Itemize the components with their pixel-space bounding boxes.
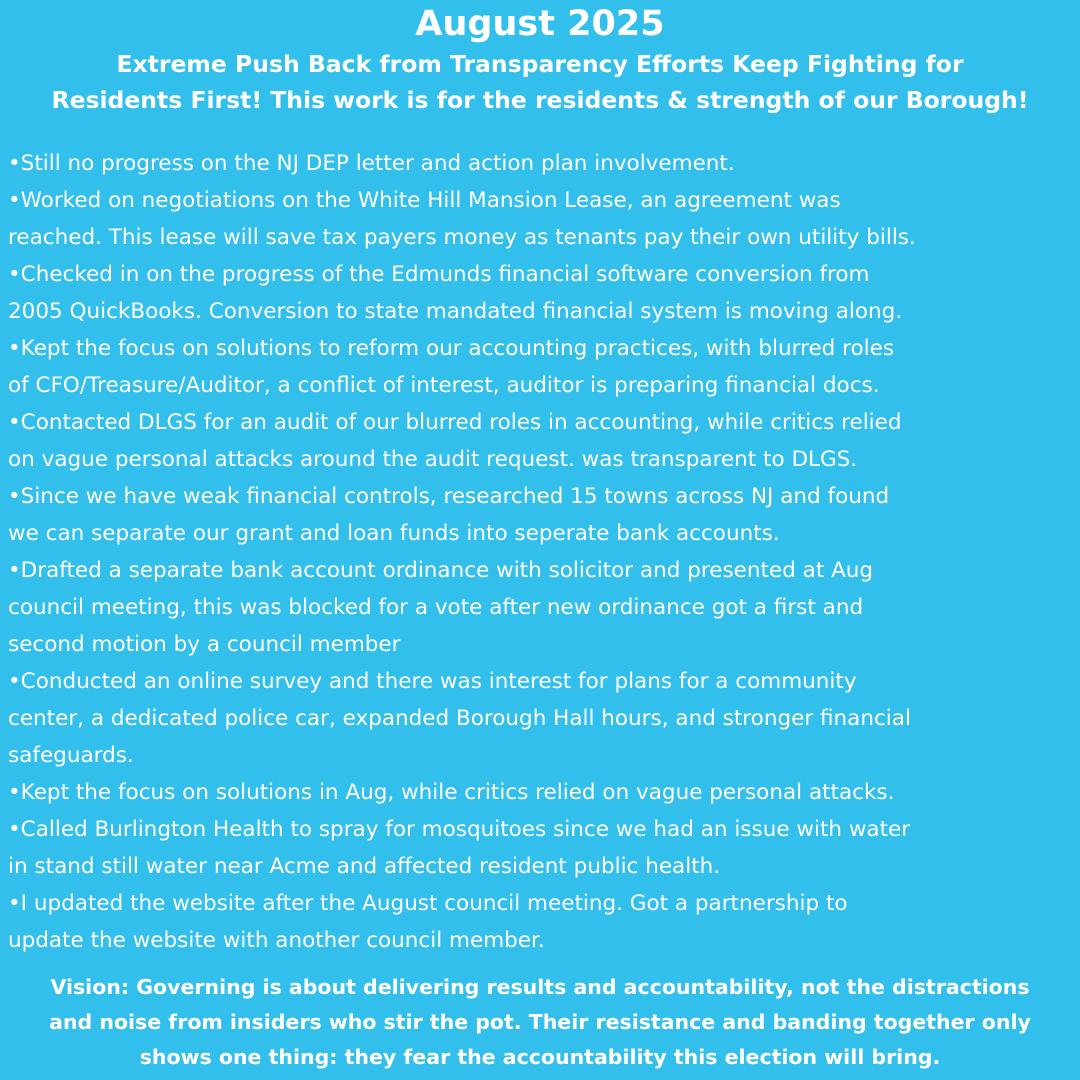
update-line: update the website with another council member. [8, 928, 545, 953]
update-item-website-update [8, 885, 1076, 959]
update-line: •Checked in on the progress of the Edmunds financial software conversion from [8, 262, 870, 287]
update-line: •Conducted an online survey and there was interest for plans for a community [8, 669, 857, 694]
update-line: •Still no progress on the NJ DEP letter and action plan involvement. [8, 151, 735, 176]
update-line: 2005 QuickBooks. Conversion to state mandated financial system is moving along. [8, 299, 903, 324]
update-item-online-survey [8, 663, 1076, 774]
update-line: center, a dedicated police car, expanded Borough Hall hours, and stronger financial [8, 706, 911, 731]
update-line: •Kept the focus on solutions in Aug, while critics relied on vague personal attacks. [8, 780, 895, 805]
subtitle-line-2: Residents First! This work is for the residents & strength of our Borough! [51, 86, 1029, 114]
update-item-white-hill-lease [8, 182, 1076, 256]
update-line: •I updated the website after the August council meeting. Got a partnership to [8, 891, 848, 916]
update-item-bank-research [8, 478, 1076, 552]
update-line: •Worked on negotiations on the White Hill Mansion Lease, an agreement was [8, 188, 841, 213]
update-line: on vague personal attacks around the audit request. was transparent to DLGS. [8, 447, 858, 472]
update-item-edmunds-software [8, 256, 1076, 330]
vision-statement [0, 970, 1080, 1075]
update-line: council meeting, this was blocked for a vote after new ordinance got a first and [8, 595, 864, 620]
update-list [8, 145, 1076, 959]
update-line: reached. This lease will save tax payers money as tenants pay their own utility bills. [8, 225, 916, 250]
update-line: •Drafted a separate bank account ordinance with solicitor and presented at Aug [8, 558, 874, 583]
update-item-nj-dep [8, 145, 1076, 182]
update-line: of CFO/Treasure/Auditor, a conflict of interest, auditor is preparing financial docs. [8, 373, 880, 398]
update-line: •Kept the focus on solutions to reform our accounting practices, with blurred roles [8, 336, 895, 361]
page-title: August 2025 [415, 4, 665, 44]
update-line: second motion by a council member [8, 632, 401, 657]
update-line: •Called Burlington Health to spray for mosquitoes since we had an issue with water [8, 817, 911, 842]
update-line: in stand still water near Acme and affected resident public health. [8, 854, 721, 879]
update-line: safeguards. [8, 743, 134, 768]
update-item-mosquito-spray [8, 811, 1076, 885]
update-line: •Contacted DLGS for an audit of our blurred roles in accounting, while critics relied [8, 410, 902, 435]
update-line: •Since we have weak financial controls, researched 15 towns across NJ and found [8, 484, 890, 509]
vision-line-2: and noise from insiders who stir the pot. Their resistance and banding together only [49, 1010, 1031, 1034]
vision-line-3: shows one thing: they fear the accountability this election will bring. [139, 1045, 941, 1069]
vision-line-1: Vision: Governing is about delivering results and accountability, not the distractions [50, 975, 1030, 999]
subtitle-line-1: Extreme Push Back from Transparency Efforts Keep Fighting for [116, 50, 964, 78]
page-subtitle [0, 46, 1080, 118]
update-item-dlgs-audit [8, 404, 1076, 478]
update-item-bank-ordinance [8, 552, 1076, 663]
update-item-focus-solutions [8, 774, 1076, 811]
update-line: we can separate our grant and loan funds into seperate bank accounts. [8, 521, 780, 546]
update-item-accounting-reform [8, 330, 1076, 404]
